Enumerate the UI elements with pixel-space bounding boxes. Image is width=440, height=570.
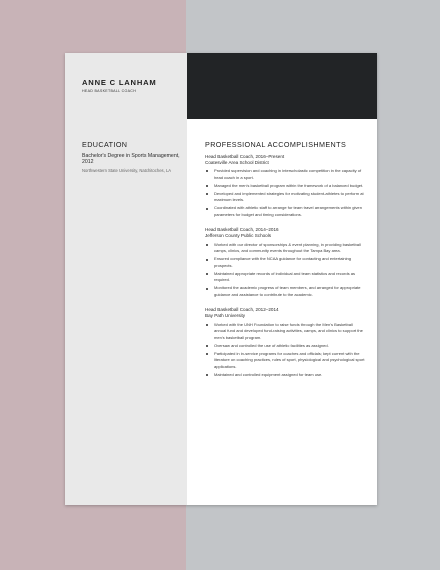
job-title: Head Basketball Coach, 2016–Present bbox=[205, 154, 285, 159]
accomplishments-heading: PROFESSIONAL ACCOMPLISHMENTS bbox=[205, 140, 347, 149]
header-dark-block bbox=[187, 53, 377, 119]
education-school: Northwestern State University, Natchitoches, LA bbox=[82, 168, 172, 173]
bullet-item: Coordinated with athletic staff to arrange for team travel arrangements within given parameters for budget and timing considerations. bbox=[205, 205, 365, 218]
job-organization: Bay Path University bbox=[205, 313, 246, 319]
job-entry bbox=[205, 227, 365, 298]
sidebar-column bbox=[65, 53, 187, 505]
bullet-item: Managed the men's basketball program within the framework of a balanced budget. bbox=[205, 183, 365, 190]
job-bullets bbox=[205, 322, 365, 379]
bullet-item: Participated in in-service programs for coaches and officials; kept current with the literature on coaching practices, rules of sport, physiological and psychological sport applications. bbox=[205, 351, 365, 371]
job-entry bbox=[205, 307, 365, 378]
bullet-item: Maintained and controlled equipment assigned for team use. bbox=[205, 372, 365, 379]
bullet-item: Ensured compliance with the NCAA guidance for contacting and entertaining prospects. bbox=[205, 256, 365, 269]
job-organization: Jefferson County Public Schools bbox=[205, 233, 272, 239]
job-bullets bbox=[205, 168, 365, 218]
job-title: Head Basketball Coach, 2014–2016 bbox=[205, 227, 279, 233]
bullet-item: Worked with our director of sponsorships & event planning, in providing basketball camps, clinics, and community events throughout the Tampa Bay area. bbox=[205, 242, 365, 255]
candidate-name: ANNE C LANHAM bbox=[82, 78, 157, 87]
job-bullets bbox=[205, 242, 365, 299]
bullet-item: Maintained appropriate records of individual and team statistics and records as required. bbox=[205, 271, 365, 284]
resume-page bbox=[65, 53, 377, 505]
bullet-item: Monitored the academic progress of team members, and arranged for appropriate guidance and assistance to contribute to the academic. bbox=[205, 285, 365, 298]
job-organization: Coatesville Area School District bbox=[205, 159, 269, 165]
bullet-item: Worked with the UNH Foundation to raise funds through the Men's Basketball annual fund and developed fund-raising activities, camps, and clinics to support the men's basketball program. bbox=[205, 322, 365, 342]
job-title: Head Basketball Coach, 2012–2014 bbox=[205, 307, 279, 313]
job-entry bbox=[205, 154, 365, 218]
bullet-item: Developed and implemented strategies for motivating student-athletes to perform at maximum levels. bbox=[205, 191, 365, 204]
education-heading: EDUCATION bbox=[82, 140, 128, 149]
job-list bbox=[205, 154, 365, 387]
bullet-item: Provided supervision and coaching in interscholastic competition in the capacity of head coach in a sport. bbox=[205, 168, 365, 181]
candidate-role: HEAD BASKETBALL COACH bbox=[82, 89, 137, 93]
education-degree: Bachelor's Degree in Sports Management, 2012 bbox=[82, 153, 180, 166]
bullet-item: Oversaw and controlled the use of athletic facilities as assigned. bbox=[205, 343, 365, 350]
